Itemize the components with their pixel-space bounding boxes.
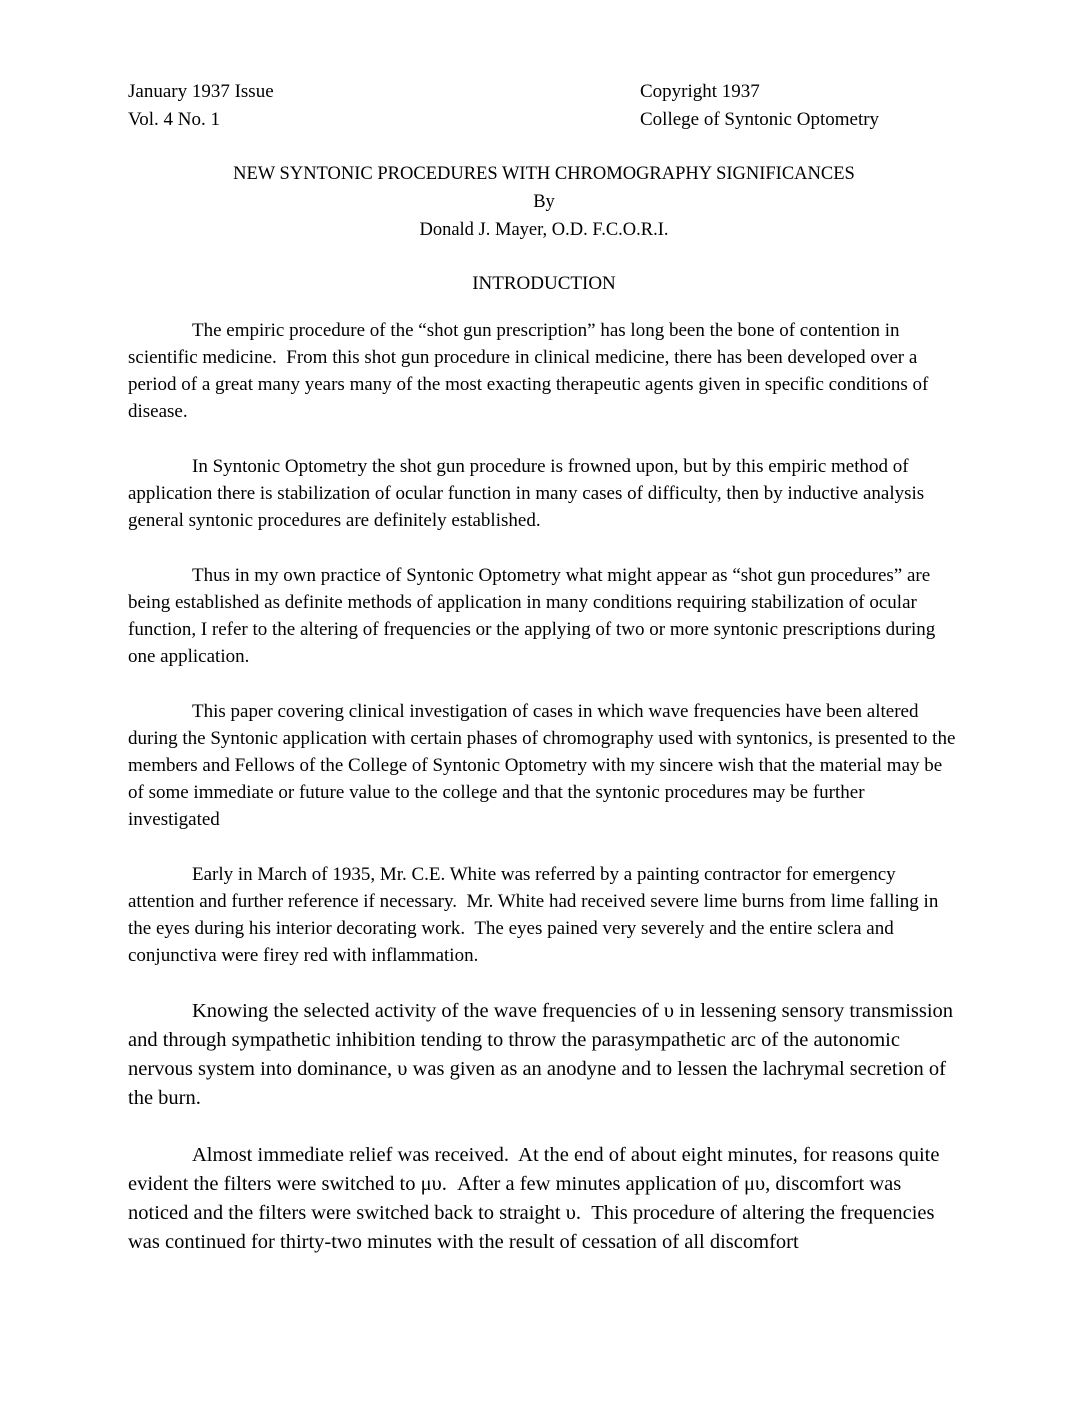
issue-line: January 1937 Issue (128, 81, 274, 102)
header-right-column (640, 78, 960, 134)
section-heading-introduction: INTRODUCTION (472, 273, 616, 294)
paragraph: This paper covering clinical investigation of cases in which wave frequencies have been altered during the Syntonic application with certain phases of chromography used with syntonics, is presented to the members and Fellows of the College of Syntonic Optometry with my sincere wish that the material may be of some immediate or future value to the college and that the syntonic procedures may be further investigated (128, 701, 961, 830)
title-block (128, 160, 960, 244)
paragraph: Early in March of 1935, Mr. C.E. White was referred by a painting contractor for emergency attention and further reference if necessary. Mr. White had received severe lime burns from lime falling in the eyes during his interior decorating work. The eyes pained very severely and the entire sclera and conjunctiva were firey red with inflammation. (128, 864, 944, 966)
byline: By (533, 192, 555, 212)
article-title: NEW SYNTONIC PROCEDURES WITH CHROMOGRAPHY SIGNIFICANCES (233, 164, 855, 184)
paragraph: Almost immediate relief was received. At the end of about eight minutes, for reasons quite evident the filters were switched to μυ. After a few minutes application of μυ, discomfort was noticed and the filters were switched back to straight υ. This procedure of altering the frequencies was continued for thirty-two minutes with the result of cessation of all discomfort (128, 1144, 945, 1253)
organization-line: College of Syntonic Optometry (640, 109, 880, 130)
copyright-line: Copyright 1937 (640, 81, 760, 102)
paragraph: In Syntonic Optometry the shot gun procedure is frowned upon, but by this empiric method of application there is stabilization of ocular function in many cases of difficulty, then by inductive analysis general syntonic procedures are definitely established. (128, 456, 929, 531)
header-left-column (128, 78, 640, 134)
document-header (128, 78, 960, 134)
paragraph: Knowing the selected activity of the wave frequencies of υ in lessening sensory transmission and through sympathetic inhibition tending to throw the parasympathetic arc of the autonomic nervous system into dominance, υ was given as an anodyne and to lessen the lachrymal secretion of the burn. (128, 1000, 959, 1109)
paragraph: Thus in my own practice of Syntonic Optometry what might appear as “shot gun procedures” are being established as definite methods of application in many conditions requiring stabilization of ocular function, I refer to the altering of frequencies or the applying of two or more syntonic prescriptions during one application. (128, 565, 941, 667)
article-body (128, 317, 960, 1257)
paragraph: The empiric procedure of the “shot gun prescription” has long been the bone of contention in scientific medicine. From this shot gun procedure in clinical medicine, there has been developed over a period of a great many years many of the most exacting therapeutic agents given in specific conditions of disease. (128, 320, 934, 422)
author-name: Donald J. Mayer, O.D. F.C.O.R.I. (419, 220, 669, 240)
volume-line: Vol. 4 No. 1 (128, 109, 221, 130)
